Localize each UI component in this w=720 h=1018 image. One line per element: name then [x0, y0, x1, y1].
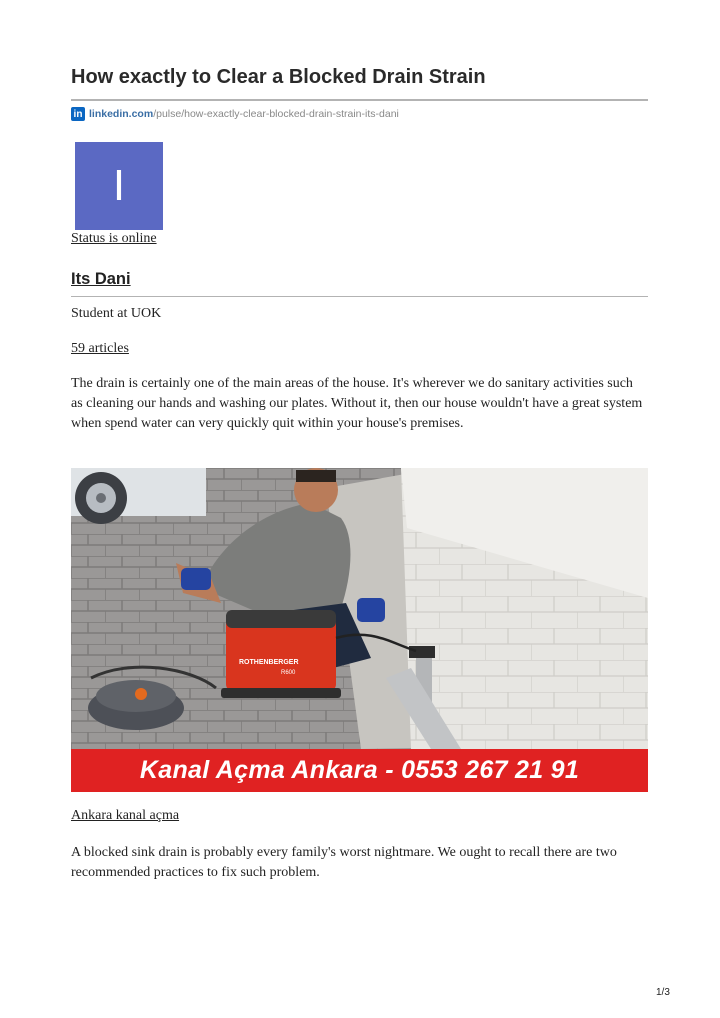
status-link[interactable]: Status is online — [71, 231, 157, 246]
source-path[interactable]: /pulse/how-exactly-clear-blocked-drain-strain-its-dani — [153, 108, 399, 120]
page-number: 1/3 — [656, 987, 670, 998]
title-divider — [71, 99, 648, 101]
author-name[interactable]: Its Dani — [71, 270, 131, 288]
machine-brand-label: ROTHENBERGER — [239, 659, 299, 666]
linkedin-icon: in — [71, 107, 85, 121]
intro-paragraph: The drain is certainly one of the main areas of the house. It's wherever we do sanitary activities such as cleaning our hands and washing our plates. Without it, then our house wouldn't have a great system when spend water can very quickly quit within your house's premises. — [71, 376, 643, 431]
source-line[interactable] — [71, 106, 399, 122]
source-domain[interactable]: linkedin.com — [89, 108, 154, 120]
drain-cleaning-illustration — [71, 468, 648, 749]
ad-banner: Kanal Açma Ankara - 0553 267 21 91 — [71, 749, 648, 792]
article-title: How exactly to Clear a Blocked Drain Strain — [71, 66, 486, 88]
author-avatar[interactable] — [75, 142, 163, 230]
author-divider — [71, 296, 648, 297]
articles-link[interactable]: 59 articles — [71, 341, 129, 356]
machine-model-label: R600 — [281, 670, 296, 676]
body-paragraph: A blocked sink drain is probably every family's worst nightmare. We ought to recall there are two recommended practices to fix such problem. — [71, 845, 617, 880]
article-photo — [71, 468, 648, 792]
author-role: Student at UOK — [71, 306, 162, 321]
image-caption-link[interactable]: Ankara kanal açma — [71, 808, 180, 823]
avatar-letter: I — [112, 161, 126, 210]
